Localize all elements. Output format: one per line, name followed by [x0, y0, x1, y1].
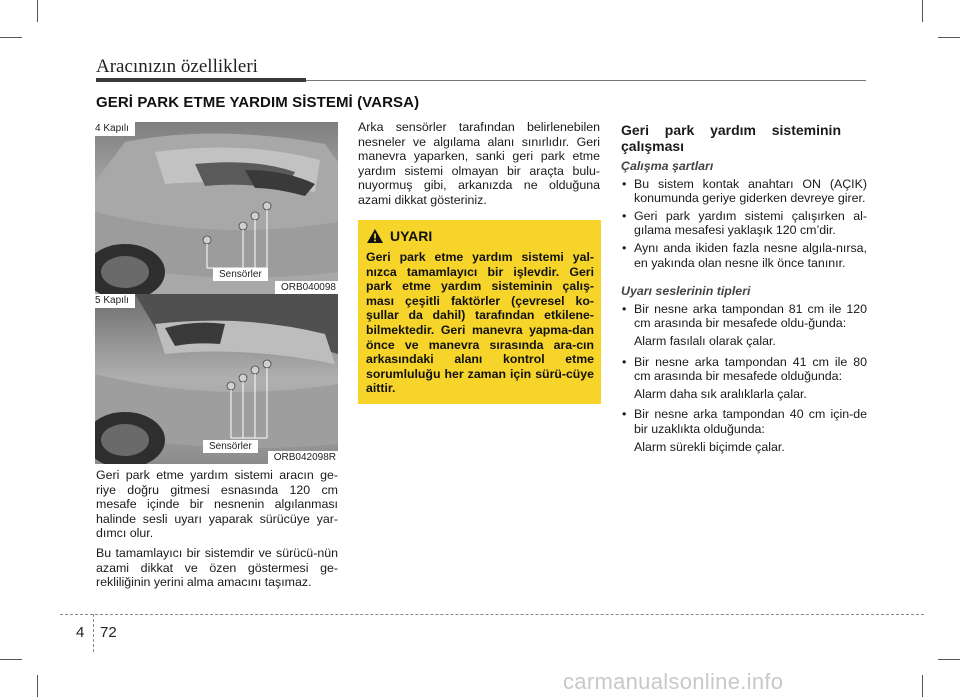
operating-conditions-title: Çalışma şartları [621, 159, 714, 173]
figure-sedan-rear [95, 122, 338, 294]
chapter-title: Aracınızın özellikleri [96, 56, 258, 77]
column-3 [621, 122, 867, 460]
alarm-text: Alarm fasılalı olarak çalar. [634, 333, 776, 348]
crop-mark [922, 0, 923, 22]
condition-text: Bir nesne arka tampondan 41 cm ile 80 cm arasında bir mesafede olduğunda: [634, 354, 867, 384]
condition-text: Bir nesne arka tampondan 81 cm ile 120 cm arasında bir mesafede oldu-ğunda: [634, 301, 867, 331]
figure-code: ORB040098 [275, 281, 338, 294]
crop-mark [37, 675, 38, 697]
crop-mark [922, 675, 923, 697]
intro-paragraph: Geri park etme yardım sistemi aracın ge-riye doğru gitmesi esnasında 120 cm mesafe içinde bir nesnenin algılanması halinde sesli uyarı yaparak sürücüye yar-dımcı olur. [96, 468, 338, 541]
crop-mark [37, 0, 38, 22]
column-1 [96, 468, 338, 595]
warning-sound-list [621, 302, 867, 454]
warning-box [358, 220, 601, 404]
watermark: carmanualsonline.info [563, 669, 784, 694]
section-title: GERİ PARK ETME YARDIM SİSTEMİ (VARSA) [96, 94, 420, 111]
figure-hatchback-rear [95, 294, 338, 464]
alarm-text: Alarm daha sık aralıklarla çalar. [634, 386, 807, 401]
crop-mark [938, 37, 960, 38]
warning-text: Geri park etme yardım sistemi yal-nızca tamamlayıcı bir işlevdir. Geri park etme yardım sisteminin çalış-ması çeşitli faktörler (çevresel ko-şullar da dahil) tarafından etkilene-bilmektedir. Geri manevra yapma-dan önce ve manevra sırasında ara-cın arkasındaki alanı kontrol etme sorumluluğu her zaman için sürü-cüye aittir. [366, 250, 594, 396]
crop-mark [938, 659, 960, 660]
figure-code: ORB042098R [268, 451, 338, 464]
footer-divider [93, 614, 94, 652]
list-item: • Geri park yardım sistemi çalışırken al-gılama mesafesi yaklaşık 120 cm’dir. [621, 209, 867, 238]
column-2 [358, 120, 600, 213]
list-item: • Bu sistem kontak anahtarı ON (AÇIK) konumunda geriye giderken devreye girer. [621, 177, 867, 206]
warning-triangle-icon [366, 228, 384, 244]
operation-heading: Geri park yardım sisteminin çalışması [621, 122, 841, 154]
header-rule-thick [96, 78, 306, 82]
supplement-paragraph: Bu tamamlayıcı bir sistemdir ve sürücü-nün azami dikkat ve özen göstermesi ge-rekliliğinin yerini alma amacını taşımaz. [96, 545, 338, 590]
alarm-text: Alarm sürekli biçimde çalar. [634, 439, 785, 454]
footer-rule [60, 614, 924, 615]
crop-mark [0, 37, 22, 38]
list-item [621, 355, 867, 384]
header-rule-thin [306, 80, 866, 81]
list-item: • Aynı anda ikiden fazla nesne algıla-nırsa, en yakında olan nesne ilk önce tanınır. [621, 241, 867, 270]
warning-title: UYARI [390, 228, 433, 244]
operating-conditions-list [621, 177, 867, 271]
figure-variant-label: 4 Kapılı [95, 122, 135, 136]
page-number: 72 [100, 624, 117, 641]
condition-text: Bir nesne arka tampondan 40 cm için-de bir uzaklıkta olduğunda: [634, 407, 867, 436]
hatchback-rear-illustration [95, 294, 338, 464]
figure-variant-label: 5 Kapılı [95, 294, 135, 308]
warning-header [366, 228, 594, 244]
list-item [621, 407, 867, 436]
limitation-paragraph: Arka sensörler tarafından belirlenebilen nesneler ve algılama alanı sınırlıdır. Geri manevra yaparken, sanki geri park etme yardım sistemi olmayan bir araçta bulu-nuyormuş gibi, arkanızda ne olduğuna azami dikkat gösteriniz. [358, 120, 600, 207]
section-number: 4 [76, 624, 85, 641]
warning-sound-types-title: Uyarı seslerinin tipleri [621, 284, 751, 299]
list-item [621, 302, 867, 331]
crop-mark [0, 659, 22, 660]
sensor-label: Sensörler [203, 440, 258, 453]
sensor-label: Sensörler [213, 268, 268, 281]
